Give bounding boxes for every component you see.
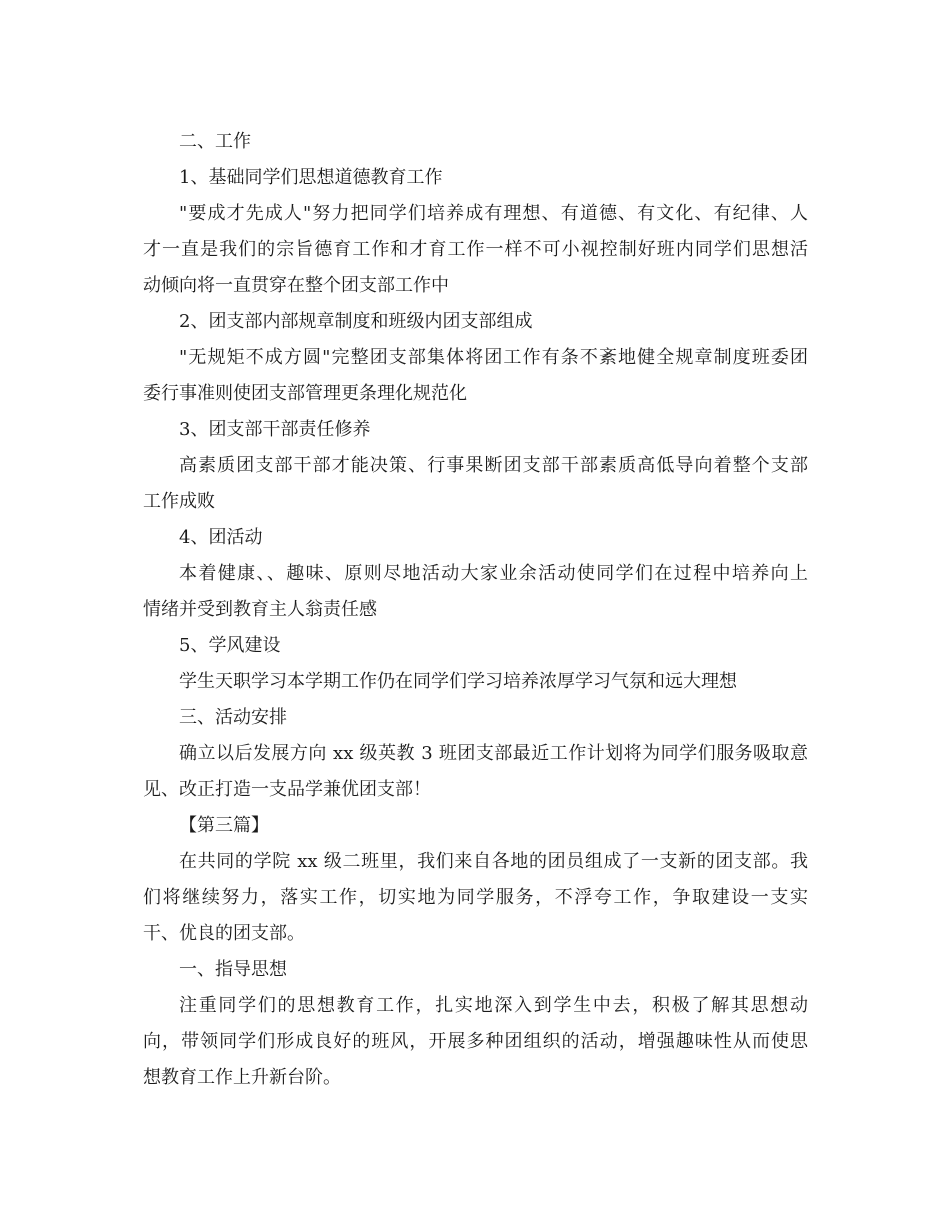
paragraph-line: 们将继续努力，落实工作，切实地为同学服务，不浮夸工作，争取建设一支实	[143, 887, 808, 908]
paragraph-line: 向，带领同学们形成良好的班风，开展多种团组织的活动，增强趣味性从而使思	[143, 1031, 808, 1052]
paragraph-line: 才一直是我们的宗旨德育工作和才育工作一样不可小视控制好班内同学们思想活	[143, 239, 808, 260]
paragraph-line: 在共同的学院 xx 级二班里，我们来自各地的团员组成了一支新的团支部。我	[179, 851, 808, 872]
paragraph-line: 情绪并受到教育主人翁责任感	[143, 599, 377, 620]
paragraph-line: 想教育工作上升新台阶。	[143, 1067, 341, 1088]
paragraph-line: 注重同学们的思想教育工作，扎实地深入到学生中去，积极了解其思想动	[179, 995, 808, 1016]
paragraph-line: 干、优良的团支部。	[143, 923, 305, 944]
paragraph-line: 确立以后发展方向 xx 级英教 3 班团支部最近工作计划将为同学们服务吸取意	[179, 743, 808, 764]
paragraph-line: 见、改正打造一支品学兼优团支部！	[143, 779, 431, 800]
subheading-2: 2、团支部内部规章制度和班级内团支部组成	[179, 311, 533, 332]
section-heading-work: 二、工作	[179, 131, 251, 152]
paragraph-line: 学生天职学习本学期工作仍在同学们学习培养浓厚学习气氛和远大理想	[179, 671, 737, 692]
subheading-1: 1、基础同学们思想道德教育工作	[179, 167, 443, 188]
paragraph-line: 高素质团支部干部才能决策、行事果断团支部干部素质高低导向着整个支部	[179, 455, 808, 476]
paragraph-line: 工作成败	[143, 491, 215, 512]
paragraph-line: 委行事准则使团支部管理更条理化规范化	[143, 383, 467, 404]
section-heading-guiding-thought: 一、指导思想	[179, 959, 287, 980]
part-heading-third: 【第三篇】	[179, 815, 269, 836]
subheading-5: 5、学风建设	[179, 635, 281, 656]
subheading-3: 3、团支部干部责任修养	[179, 419, 371, 440]
subheading-4: 4、团活动	[179, 527, 263, 548]
paragraph-line: 动倾向将一直贯穿在整个团支部工作中	[143, 275, 449, 296]
document-body	[143, 124, 808, 1096]
section-heading-activities: 三、活动安排	[179, 707, 287, 728]
paragraph-line: "要成才先成人"努力把同学们培养成有理想、有道德、有文化、有纪律、人	[179, 203, 808, 224]
paragraph-line: "无规矩不成方圆"完整团支部集体将团工作有条不紊地健全规章制度班委团	[179, 347, 808, 368]
paragraph-line: 本着健康、、趣味、原则尽地活动大家业余活动使同学们在过程中培养向上	[179, 563, 808, 584]
